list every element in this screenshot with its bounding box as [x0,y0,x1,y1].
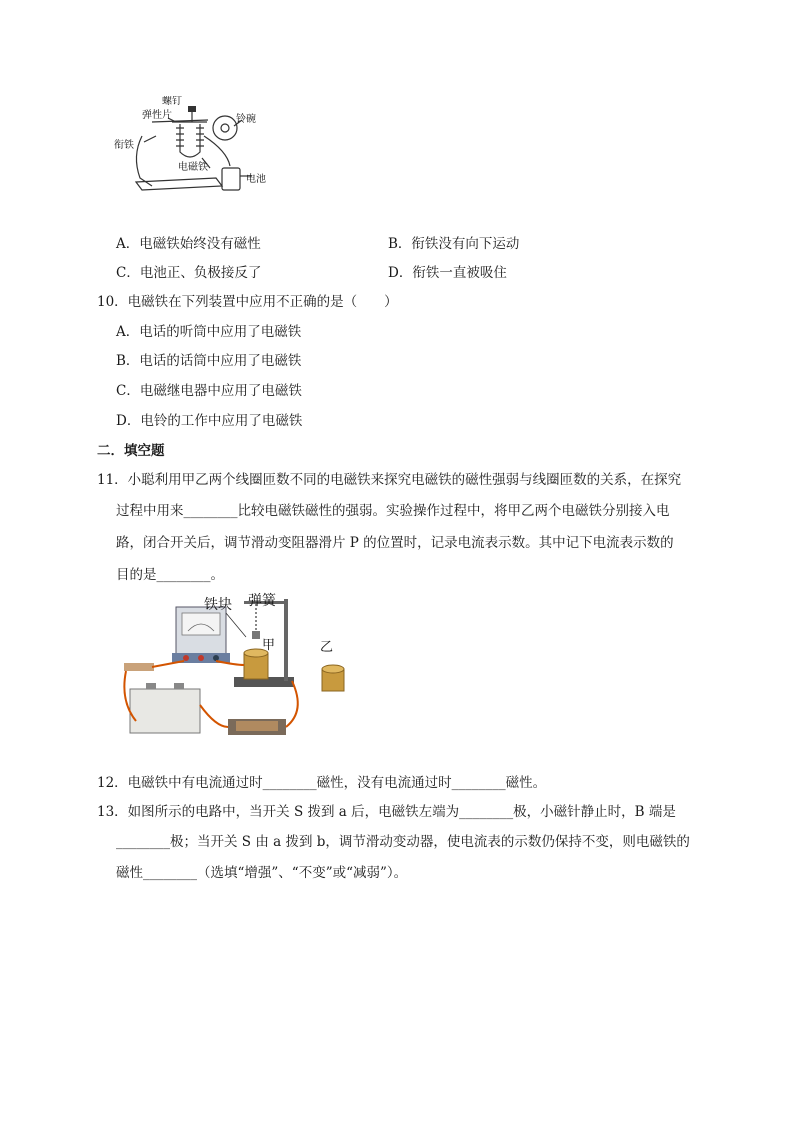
q10-option-c: C．电磁继电器中应用了电磁铁 [116,383,302,399]
label-jia: 甲 [262,638,276,653]
q13-line-1: 13．如图所示的电路中，当开关 S 拨到 a 后，电磁铁左端为________极，小磁针静止时，B 端是 [97,804,676,820]
label-electromagnet: 电磁铁 [178,162,208,173]
q10-option-b: B．电话的话筒中应用了电磁铁 [116,353,302,369]
q10-option-a: A．电话的听筒中应用了电磁铁 [116,324,302,340]
q13-line-2: ________极；当开关 S 由 a 拨到 b，调节滑动变动器，使电流表的示数仍保持不变，则电磁铁的 [116,834,690,850]
q11-line-2: 过程中用来________比较电磁铁磁性的强弱。实验操作过程中，将甲乙两个电磁铁分别接入电 [116,503,670,519]
q13-line-3: 磁性________（选填“增强”、“不变”或“减弱”）。 [116,865,408,881]
q9-option-b: B．衔铁没有向下运动 [388,236,520,252]
q10-option-d: D．电铃的工作中应用了电磁铁 [116,413,303,429]
q11-line-1: 11．小聪利用甲乙两个线圈匝数不同的电磁铁来探究电磁铁的磁性强弱与线圈匝数的关系，在探究 [97,472,682,488]
section-heading: 二．填空题 [97,443,165,459]
q11-line-3: 路，闭合开关后，调节滑动变阻器滑片 P 的位置时，记录电流表示数。其中记下电流表示数的 [116,535,674,551]
q9-option-d: D．衔铁一直被吸住 [388,265,507,281]
label-spring: 弹簧 [248,593,276,609]
label-yi: 乙 [320,640,334,655]
label-screw: 螺钉 [162,96,182,107]
label-bell: 铃碗 [236,114,256,125]
label-battery: 电池 [246,174,266,185]
electromagnet-experiment-figure [116,591,356,745]
q10-stem: 10．电磁铁在下列装置中应用不正确的是（ ） [97,294,398,310]
electric-bell-figure [112,96,282,200]
q12-line-1: 12．电磁铁中有电流通过时________磁性，没有电流通过时________磁性。 [97,775,547,791]
q9-option-c: C．电池正、负极接反了 [116,265,262,281]
label-iron-block: 铁块 [204,597,232,613]
q11-line-4: 目的是________。 [116,567,224,583]
q9-option-a: A．电磁铁始终没有磁性 [116,236,261,252]
label-spring-piece: 弹性片 [142,110,172,121]
label-armature: 衔铁 [114,140,134,151]
